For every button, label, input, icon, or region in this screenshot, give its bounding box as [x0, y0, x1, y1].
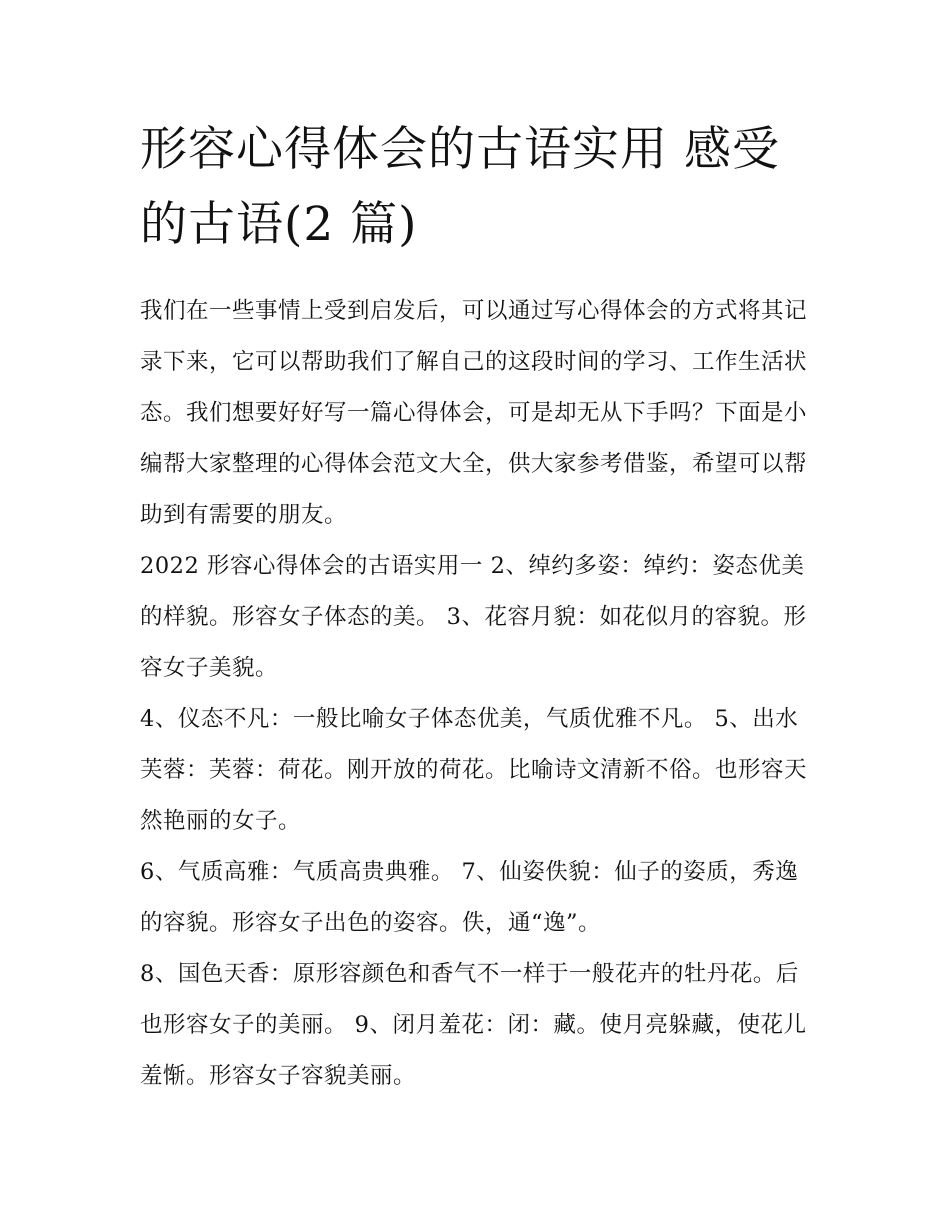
document-title: 形容心得体会的古语实用 感受的古语(2 篇): [140, 122, 780, 252]
intro-paragraph: 我们在一些事情上受到启发后，可以通过写心得体会的方式将其记录下来，它可以帮助我们了解自己的这段时间的学习、工作生活状态。我们想要好好写一篇心得体会，可是却无从下手吗？下面是小编帮大家整理的心得体会范文大全，供大家参考借鉴，希望可以帮助到有需要的朋友。: [140, 298, 808, 528]
document-body: [140, 112, 820, 1102]
paragraph-idioms-4-5: 4、仪态不凡：一般比喻女子体态优美，气质优雅不凡。 5、出水芙蓉：芙蓉：荷花。刚开放的荷花。比喻诗文清新不俗。也形容天然艳丽的女子。: [140, 706, 808, 834]
paragraph-idioms-6-7: 6、气质高雅：气质高贵典雅。 7、仙姿佚貌：仙子的姿质，秀逸的容貌。形容女子出色的姿容。佚，通“逸”。: [140, 859, 799, 936]
paragraph-idioms-8-9: 8、国色天香：原形容颜色和香气不一样于一般花卉的牡丹花。后也形容女子的美丽。 9、闭月羞花：闭：藏。使月亮躲藏，使花儿羞惭。形容女子容貌美丽。: [140, 961, 807, 1089]
paragraph-idioms-2-3: 2022 形容心得体会的古语实用一 2、绰约多姿：绰约：姿态优美的样貌。形容女子体态的美。 3、花容月貌：如花似月的容貌。形容女子美貌。: [140, 553, 807, 681]
